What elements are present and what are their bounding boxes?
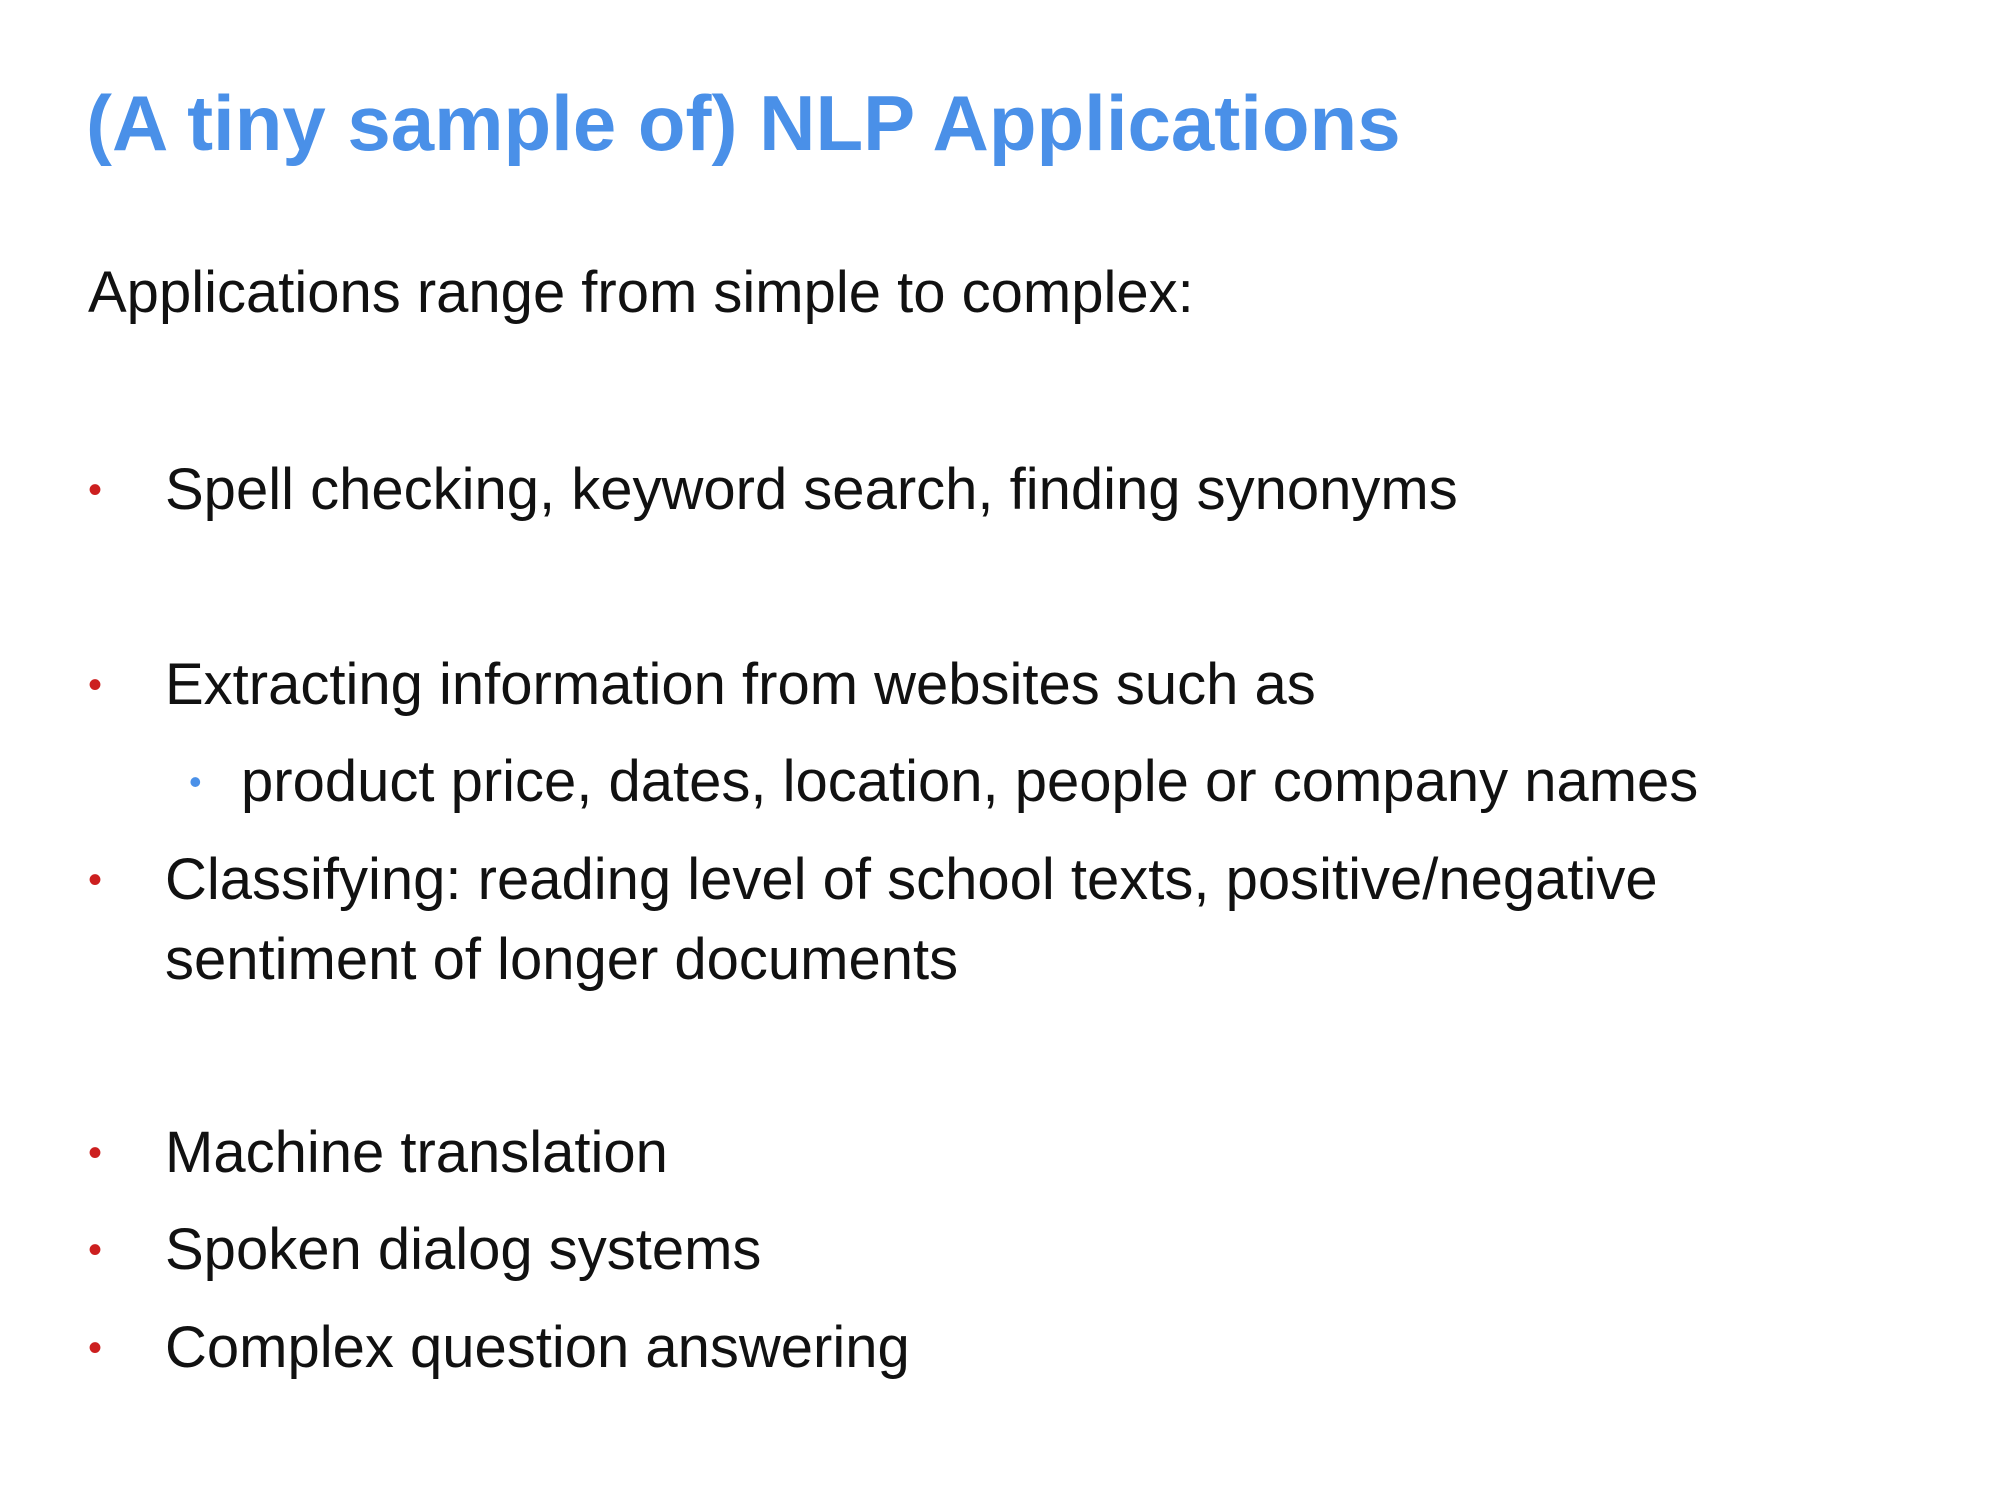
- slide-title: (A tiny sample of) NLP Applications: [86, 79, 1401, 167]
- sub-list-item-text: product price, dates, location, people or company names: [241, 749, 1699, 814]
- bullet-icon: •: [88, 663, 103, 707]
- bullet-icon: •: [88, 468, 103, 512]
- list-item-text: Extracting information from websites such as: [165, 652, 1316, 717]
- sub-bullet-icon: •: [189, 761, 202, 802]
- bullet-icon: •: [88, 1131, 103, 1175]
- list-item-text: Classifying: reading level of school texts, positive/negative sentiment of longer documents: [165, 847, 1658, 992]
- bullet-icon: •: [88, 858, 103, 902]
- list-item-text: Machine translation: [165, 1120, 668, 1185]
- list-item-text: Spoken dialog systems: [165, 1217, 762, 1282]
- bullet-icon: •: [88, 1228, 103, 1272]
- list-item-text: Spell checking, keyword search, finding synonyms: [165, 457, 1458, 522]
- bullet-icon: •: [88, 1326, 103, 1370]
- list-item-text: Complex question answering: [165, 1315, 910, 1380]
- intro-text: Applications range from simple to complex:: [88, 260, 1194, 325]
